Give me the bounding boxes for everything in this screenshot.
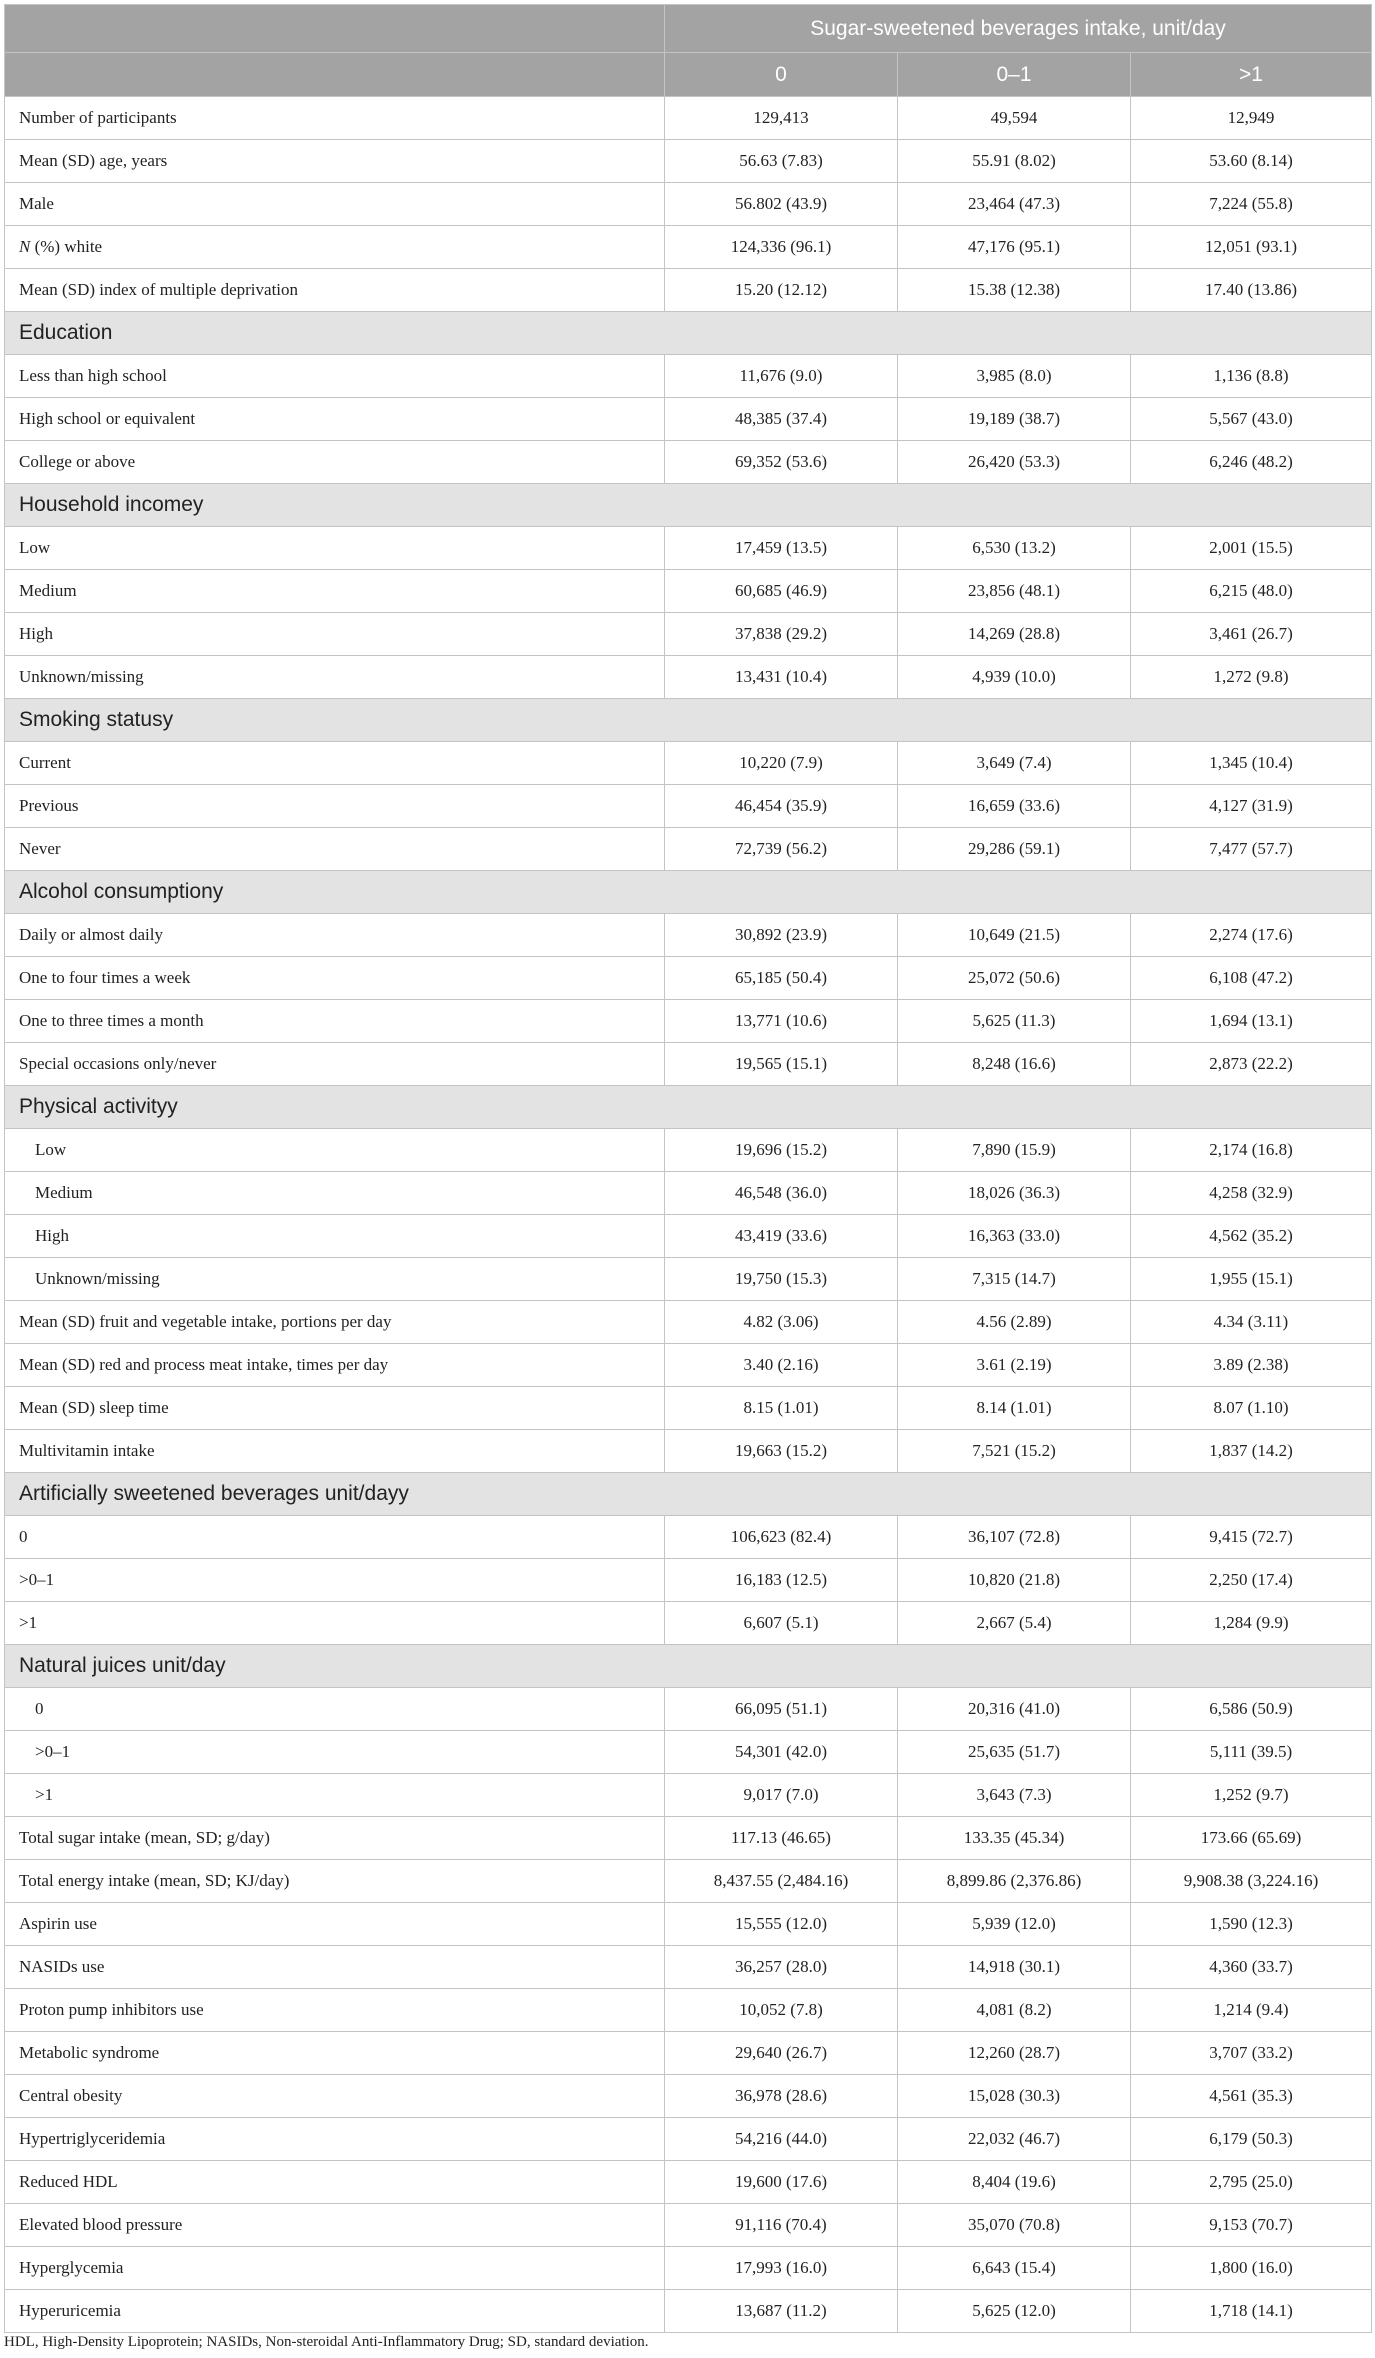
row-label: Number of participants: [5, 97, 665, 140]
table-cell: 2,001 (15.5): [1131, 527, 1372, 570]
table-cell: 55.91 (8.02): [898, 140, 1131, 183]
table-row: [5, 1043, 1372, 1086]
table-cell: 7,224 (55.8): [1131, 183, 1372, 226]
row-label: One to four times a week: [5, 957, 665, 1000]
table-row: [5, 1387, 1372, 1430]
table-cell: 133.35 (45.34): [898, 1817, 1131, 1860]
row-label: Medium: [5, 570, 665, 613]
section-header-row: [5, 1086, 1372, 1129]
table-cell: 1,718 (14.1): [1131, 2290, 1372, 2333]
table-row: [5, 269, 1372, 312]
table-cell: 19,189 (38.7): [898, 398, 1131, 441]
table-cell: 117.13 (46.65): [665, 1817, 898, 1860]
table-cell: 4,258 (32.9): [1131, 1172, 1372, 1215]
table-row: [5, 1774, 1372, 1817]
table-cell: 8,248 (16.6): [898, 1043, 1131, 1086]
row-label: Unknown/missing: [5, 656, 665, 699]
table-cell: 18,026 (36.3): [898, 1172, 1131, 1215]
header-row-columns: [5, 53, 1372, 97]
row-label: >0–1: [5, 1731, 665, 1774]
table-row: [5, 1903, 1372, 1946]
table-row: [5, 398, 1372, 441]
table-cell: 9,908.38 (3,224.16): [1131, 1860, 1372, 1903]
table-cell: 2,250 (17.4): [1131, 1559, 1372, 1602]
table-cell: 2,795 (25.0): [1131, 2161, 1372, 2204]
table-row: [5, 828, 1372, 871]
table-container: [4, 4, 1371, 2333]
row-label: Mean (SD) index of multiple deprivation: [5, 269, 665, 312]
row-label: Multivitamin intake: [5, 1430, 665, 1473]
table-cell: 8.07 (1.10): [1131, 1387, 1372, 1430]
table-row: [5, 226, 1372, 269]
row-label: Unknown/missing: [5, 1258, 665, 1301]
table-cell: 15,555 (12.0): [665, 1903, 898, 1946]
table-row: [5, 1215, 1372, 1258]
row-label: Previous: [5, 785, 665, 828]
row-label: High: [5, 613, 665, 656]
table-cell: 4,561 (35.3): [1131, 2075, 1372, 2118]
row-label: Mean (SD) sleep time: [5, 1387, 665, 1430]
table-cell: 46,454 (35.9): [665, 785, 898, 828]
table-row: [5, 1129, 1372, 1172]
table-cell: 66,095 (51.1): [665, 1688, 898, 1731]
table-cell: 19,600 (17.6): [665, 2161, 898, 2204]
table-cell: 49,594: [898, 97, 1131, 140]
table-cell: 7,521 (15.2): [898, 1430, 1131, 1473]
table-cell: 13,687 (11.2): [665, 2290, 898, 2333]
row-label: College or above: [5, 441, 665, 484]
table-row: [5, 2075, 1372, 2118]
table-cell: 30,892 (23.9): [665, 914, 898, 957]
table-cell: 1,284 (9.9): [1131, 1602, 1372, 1645]
table-cell: 4,939 (10.0): [898, 656, 1131, 699]
table-cell: 25,635 (51.7): [898, 1731, 1131, 1774]
column-header: 0–1: [898, 53, 1131, 97]
table-cell: 56.802 (43.9): [665, 183, 898, 226]
table-row: [5, 527, 1372, 570]
table-row: [5, 1817, 1372, 1860]
header-row-group: [5, 5, 1372, 53]
baseline-characteristics-table: [4, 4, 1372, 2333]
row-label: Mean (SD) fruit and vegetable intake, portions per day: [5, 1301, 665, 1344]
table-cell: 53.60 (8.14): [1131, 140, 1372, 183]
table-cell: 48,385 (37.4): [665, 398, 898, 441]
table-row: [5, 656, 1372, 699]
table-cell: 9,017 (7.0): [665, 1774, 898, 1817]
section-label: Natural juices unit/day: [5, 1645, 1372, 1688]
table-cell: 72,739 (56.2): [665, 828, 898, 871]
table-cell: 19,750 (15.3): [665, 1258, 898, 1301]
row-label: Medium: [5, 1172, 665, 1215]
table-row: [5, 1688, 1372, 1731]
table-cell: 173.66 (65.69): [1131, 1817, 1372, 1860]
table-cell: 1,252 (9.7): [1131, 1774, 1372, 1817]
table-cell: 37,838 (29.2): [665, 613, 898, 656]
header-empty-cell: [5, 53, 665, 97]
row-label: Never: [5, 828, 665, 871]
row-label-text: (%) white: [30, 237, 103, 256]
table-cell: 16,363 (33.0): [898, 1215, 1131, 1258]
table-cell: 3,707 (33.2): [1131, 2032, 1372, 2075]
table-cell: 56.63 (7.83): [665, 140, 898, 183]
table-cell: 12,260 (28.7): [898, 2032, 1131, 2075]
table-cell: 8,437.55 (2,484.16): [665, 1860, 898, 1903]
table-cell: 29,640 (26.7): [665, 2032, 898, 2075]
table-cell: 1,345 (10.4): [1131, 742, 1372, 785]
row-label: Male: [5, 183, 665, 226]
row-label: NASIDs use: [5, 1946, 665, 1989]
section-header-row: [5, 1473, 1372, 1516]
column-header: >1: [1131, 53, 1372, 97]
table-cell: 14,918 (30.1): [898, 1946, 1131, 1989]
table-cell: 36,257 (28.0): [665, 1946, 898, 1989]
table-cell: 5,111 (39.5): [1131, 1731, 1372, 1774]
row-label: Current: [5, 742, 665, 785]
table-cell: 8,899.86 (2,376.86): [898, 1860, 1131, 1903]
table-cell: 1,800 (16.0): [1131, 2247, 1372, 2290]
table-cell: 22,032 (46.7): [898, 2118, 1131, 2161]
table-cell: 10,820 (21.8): [898, 1559, 1131, 1602]
table-row: [5, 1301, 1372, 1344]
table-row: [5, 2204, 1372, 2247]
table-body: [5, 97, 1372, 2333]
table-cell: 46,548 (36.0): [665, 1172, 898, 1215]
table-cell: 13,431 (10.4): [665, 656, 898, 699]
table-cell: 8.14 (1.01): [898, 1387, 1131, 1430]
table-cell: 54,301 (42.0): [665, 1731, 898, 1774]
table-cell: 1,955 (15.1): [1131, 1258, 1372, 1301]
table-cell: 7,477 (57.7): [1131, 828, 1372, 871]
section-label: Alcohol consumptiony: [5, 871, 1372, 914]
table-row: [5, 785, 1372, 828]
table-cell: 43,419 (33.6): [665, 1215, 898, 1258]
table-cell: 17,993 (16.0): [665, 2247, 898, 2290]
table-cell: 5,625 (12.0): [898, 2290, 1131, 2333]
table-cell: 36,978 (28.6): [665, 2075, 898, 2118]
table-cell: 19,565 (15.1): [665, 1043, 898, 1086]
table-cell: 13,771 (10.6): [665, 1000, 898, 1043]
table-cell: 3,461 (26.7): [1131, 613, 1372, 656]
table-row: [5, 613, 1372, 656]
table-row: [5, 1172, 1372, 1215]
table-cell: 1,272 (9.8): [1131, 656, 1372, 699]
table-row: [5, 1000, 1372, 1043]
table-cell: 23,464 (47.3): [898, 183, 1131, 226]
row-label: High school or equivalent: [5, 398, 665, 441]
table-cell: 4,127 (31.9): [1131, 785, 1372, 828]
table-row: [5, 2161, 1372, 2204]
table-row: [5, 355, 1372, 398]
row-label: >0–1: [5, 1559, 665, 1602]
table-cell: 65,185 (50.4): [665, 957, 898, 1000]
table-cell: 11,676 (9.0): [665, 355, 898, 398]
row-label: High: [5, 1215, 665, 1258]
table-cell: 4.34 (3.11): [1131, 1301, 1372, 1344]
row-label: Hyperglycemia: [5, 2247, 665, 2290]
table-row: [5, 1731, 1372, 1774]
table-cell: 3.61 (2.19): [898, 1344, 1131, 1387]
table-cell: 7,890 (15.9): [898, 1129, 1131, 1172]
table-cell: 3,985 (8.0): [898, 355, 1131, 398]
row-label: Low: [5, 1129, 665, 1172]
table-cell: 26,420 (53.3): [898, 441, 1131, 484]
table-row: [5, 1344, 1372, 1387]
table-row: [5, 1860, 1372, 1903]
row-label: >1: [5, 1774, 665, 1817]
table-cell: 6,215 (48.0): [1131, 570, 1372, 613]
section-header-row: [5, 312, 1372, 355]
table-cell: 9,415 (72.7): [1131, 1516, 1372, 1559]
table-cell: 54,216 (44.0): [665, 2118, 898, 2161]
table-row: [5, 957, 1372, 1000]
row-label: Mean (SD) age, years: [5, 140, 665, 183]
table-cell: 8,404 (19.6): [898, 2161, 1131, 2204]
table-row: [5, 2032, 1372, 2075]
section-label: Smoking statusy: [5, 699, 1372, 742]
table-cell: 19,663 (15.2): [665, 1430, 898, 1473]
table-cell: 6,246 (48.2): [1131, 441, 1372, 484]
table-cell: 14,269 (28.8): [898, 613, 1131, 656]
row-label: 0: [5, 1516, 665, 1559]
table-cell: 2,873 (22.2): [1131, 1043, 1372, 1086]
table-cell: 10,649 (21.5): [898, 914, 1131, 957]
table-cell: 5,567 (43.0): [1131, 398, 1372, 441]
table-cell: 10,220 (7.9): [665, 742, 898, 785]
table-cell: 2,274 (17.6): [1131, 914, 1372, 957]
row-label: >1: [5, 1602, 665, 1645]
table-cell: 4,562 (35.2): [1131, 1215, 1372, 1258]
table-row: [5, 183, 1372, 226]
header-empty-cell: [5, 5, 665, 53]
section-label: Household incomey: [5, 484, 1372, 527]
table-cell: 3.89 (2.38): [1131, 1344, 1372, 1387]
table-cell: 6,607 (5.1): [665, 1602, 898, 1645]
section-label: Education: [5, 312, 1372, 355]
table-row: [5, 140, 1372, 183]
table-cell: 4,360 (33.7): [1131, 1946, 1372, 1989]
table-cell: 2,667 (5.4): [898, 1602, 1131, 1645]
section-label: Physical activityy: [5, 1086, 1372, 1129]
row-label: Elevated blood pressure: [5, 2204, 665, 2247]
row-label: Aspirin use: [5, 1903, 665, 1946]
table-cell: 106,623 (82.4): [665, 1516, 898, 1559]
table-row: [5, 1559, 1372, 1602]
table-cell: 36,107 (72.8): [898, 1516, 1131, 1559]
row-label: 0: [5, 1688, 665, 1731]
table-cell: 12,051 (93.1): [1131, 226, 1372, 269]
table-cell: 4.56 (2.89): [898, 1301, 1131, 1344]
row-label: Mean (SD) red and process meat intake, times per day: [5, 1344, 665, 1387]
table-cell: 35,070 (70.8): [898, 2204, 1131, 2247]
table-row: [5, 97, 1372, 140]
table-cell: 6,108 (47.2): [1131, 957, 1372, 1000]
row-label: One to three times a month: [5, 1000, 665, 1043]
table-cell: 17,459 (13.5): [665, 527, 898, 570]
table-cell: 5,625 (11.3): [898, 1000, 1131, 1043]
table-row: [5, 2118, 1372, 2161]
section-header-row: [5, 699, 1372, 742]
table-cell: 4.82 (3.06): [665, 1301, 898, 1344]
table-row: [5, 1430, 1372, 1473]
table-cell: 7,315 (14.7): [898, 1258, 1131, 1301]
table-cell: 23,856 (48.1): [898, 570, 1131, 613]
table-row: [5, 914, 1372, 957]
row-label: Total energy intake (mean, SD; KJ/day): [5, 1860, 665, 1903]
row-label: Central obesity: [5, 2075, 665, 2118]
section-header-row: [5, 1645, 1372, 1688]
table-cell: 1,136 (8.8): [1131, 355, 1372, 398]
table-cell: 60,685 (46.9): [665, 570, 898, 613]
row-label: Metabolic syndrome: [5, 2032, 665, 2075]
table-cell: 1,694 (13.1): [1131, 1000, 1372, 1043]
row-label: Less than high school: [5, 355, 665, 398]
table-cell: 8.15 (1.01): [665, 1387, 898, 1430]
row-label: Hypertriglyceridemia: [5, 2118, 665, 2161]
table-cell: 3,649 (7.4): [898, 742, 1131, 785]
table-footnote: HDL, High-Density Lipoprotein; NASIDs, Non-steroidal Anti-Inflammatory Drug; SD, standard deviation.: [4, 2334, 649, 2350]
row-label: Daily or almost daily: [5, 914, 665, 957]
table-row: [5, 2290, 1372, 2333]
table-cell: 15,028 (30.3): [898, 2075, 1131, 2118]
table-cell: 16,183 (12.5): [665, 1559, 898, 1602]
table-cell: 1,837 (14.2): [1131, 1430, 1372, 1473]
table-cell: 25,072 (50.6): [898, 957, 1131, 1000]
section-header-row: [5, 484, 1372, 527]
table-cell: 2,174 (16.8): [1131, 1129, 1372, 1172]
table-cell: 5,939 (12.0): [898, 1903, 1131, 1946]
table-cell: 3,643 (7.3): [898, 1774, 1131, 1817]
table-cell: 69,352 (53.6): [665, 441, 898, 484]
table-cell: 17.40 (13.86): [1131, 269, 1372, 312]
table-cell: 6,643 (15.4): [898, 2247, 1131, 2290]
table-cell: 1,590 (12.3): [1131, 1903, 1372, 1946]
row-label: [5, 226, 665, 269]
table-cell: 12,949: [1131, 97, 1372, 140]
table-cell: 15.20 (12.12): [665, 269, 898, 312]
header-group-title: Sugar-sweetened beverages intake, unit/day: [665, 5, 1372, 53]
section-header-row: [5, 871, 1372, 914]
table-row: [5, 1516, 1372, 1559]
table-row: [5, 1602, 1372, 1645]
row-label: Low: [5, 527, 665, 570]
row-label: Reduced HDL: [5, 2161, 665, 2204]
table-row: [5, 742, 1372, 785]
table-cell: 29,286 (59.1): [898, 828, 1131, 871]
table-cell: 20,316 (41.0): [898, 1688, 1131, 1731]
row-label: Proton pump inhibitors use: [5, 1989, 665, 2032]
table-cell: 19,696 (15.2): [665, 1129, 898, 1172]
table-cell: 129,413: [665, 97, 898, 140]
table-row: [5, 1946, 1372, 1989]
table-row: [5, 570, 1372, 613]
section-label: Artificially sweetened beverages unit/dayy: [5, 1473, 1372, 1516]
row-label: Hyperuricemia: [5, 2290, 665, 2333]
table-cell: 9,153 (70.7): [1131, 2204, 1372, 2247]
table-cell: 6,179 (50.3): [1131, 2118, 1372, 2161]
column-header: 0: [665, 53, 898, 97]
table-cell: 6,586 (50.9): [1131, 1688, 1372, 1731]
table-cell: 15.38 (12.38): [898, 269, 1131, 312]
table-row: [5, 2247, 1372, 2290]
table-cell: 124,336 (96.1): [665, 226, 898, 269]
table-cell: 6,530 (13.2): [898, 527, 1131, 570]
table-row: [5, 1258, 1372, 1301]
row-label: Special occasions only/never: [5, 1043, 665, 1086]
row-label-italic: N: [19, 237, 31, 256]
table-cell: 91,116 (70.4): [665, 2204, 898, 2247]
table-cell: 1,214 (9.4): [1131, 1989, 1372, 2032]
table-cell: 10,052 (7.8): [665, 1989, 898, 2032]
table-cell: 4,081 (8.2): [898, 1989, 1131, 2032]
table-cell: 3.40 (2.16): [665, 1344, 898, 1387]
table-row: [5, 441, 1372, 484]
table-cell: 47,176 (95.1): [898, 226, 1131, 269]
row-label: Total sugar intake (mean, SD; g/day): [5, 1817, 665, 1860]
table-row: [5, 1989, 1372, 2032]
table-cell: 16,659 (33.6): [898, 785, 1131, 828]
